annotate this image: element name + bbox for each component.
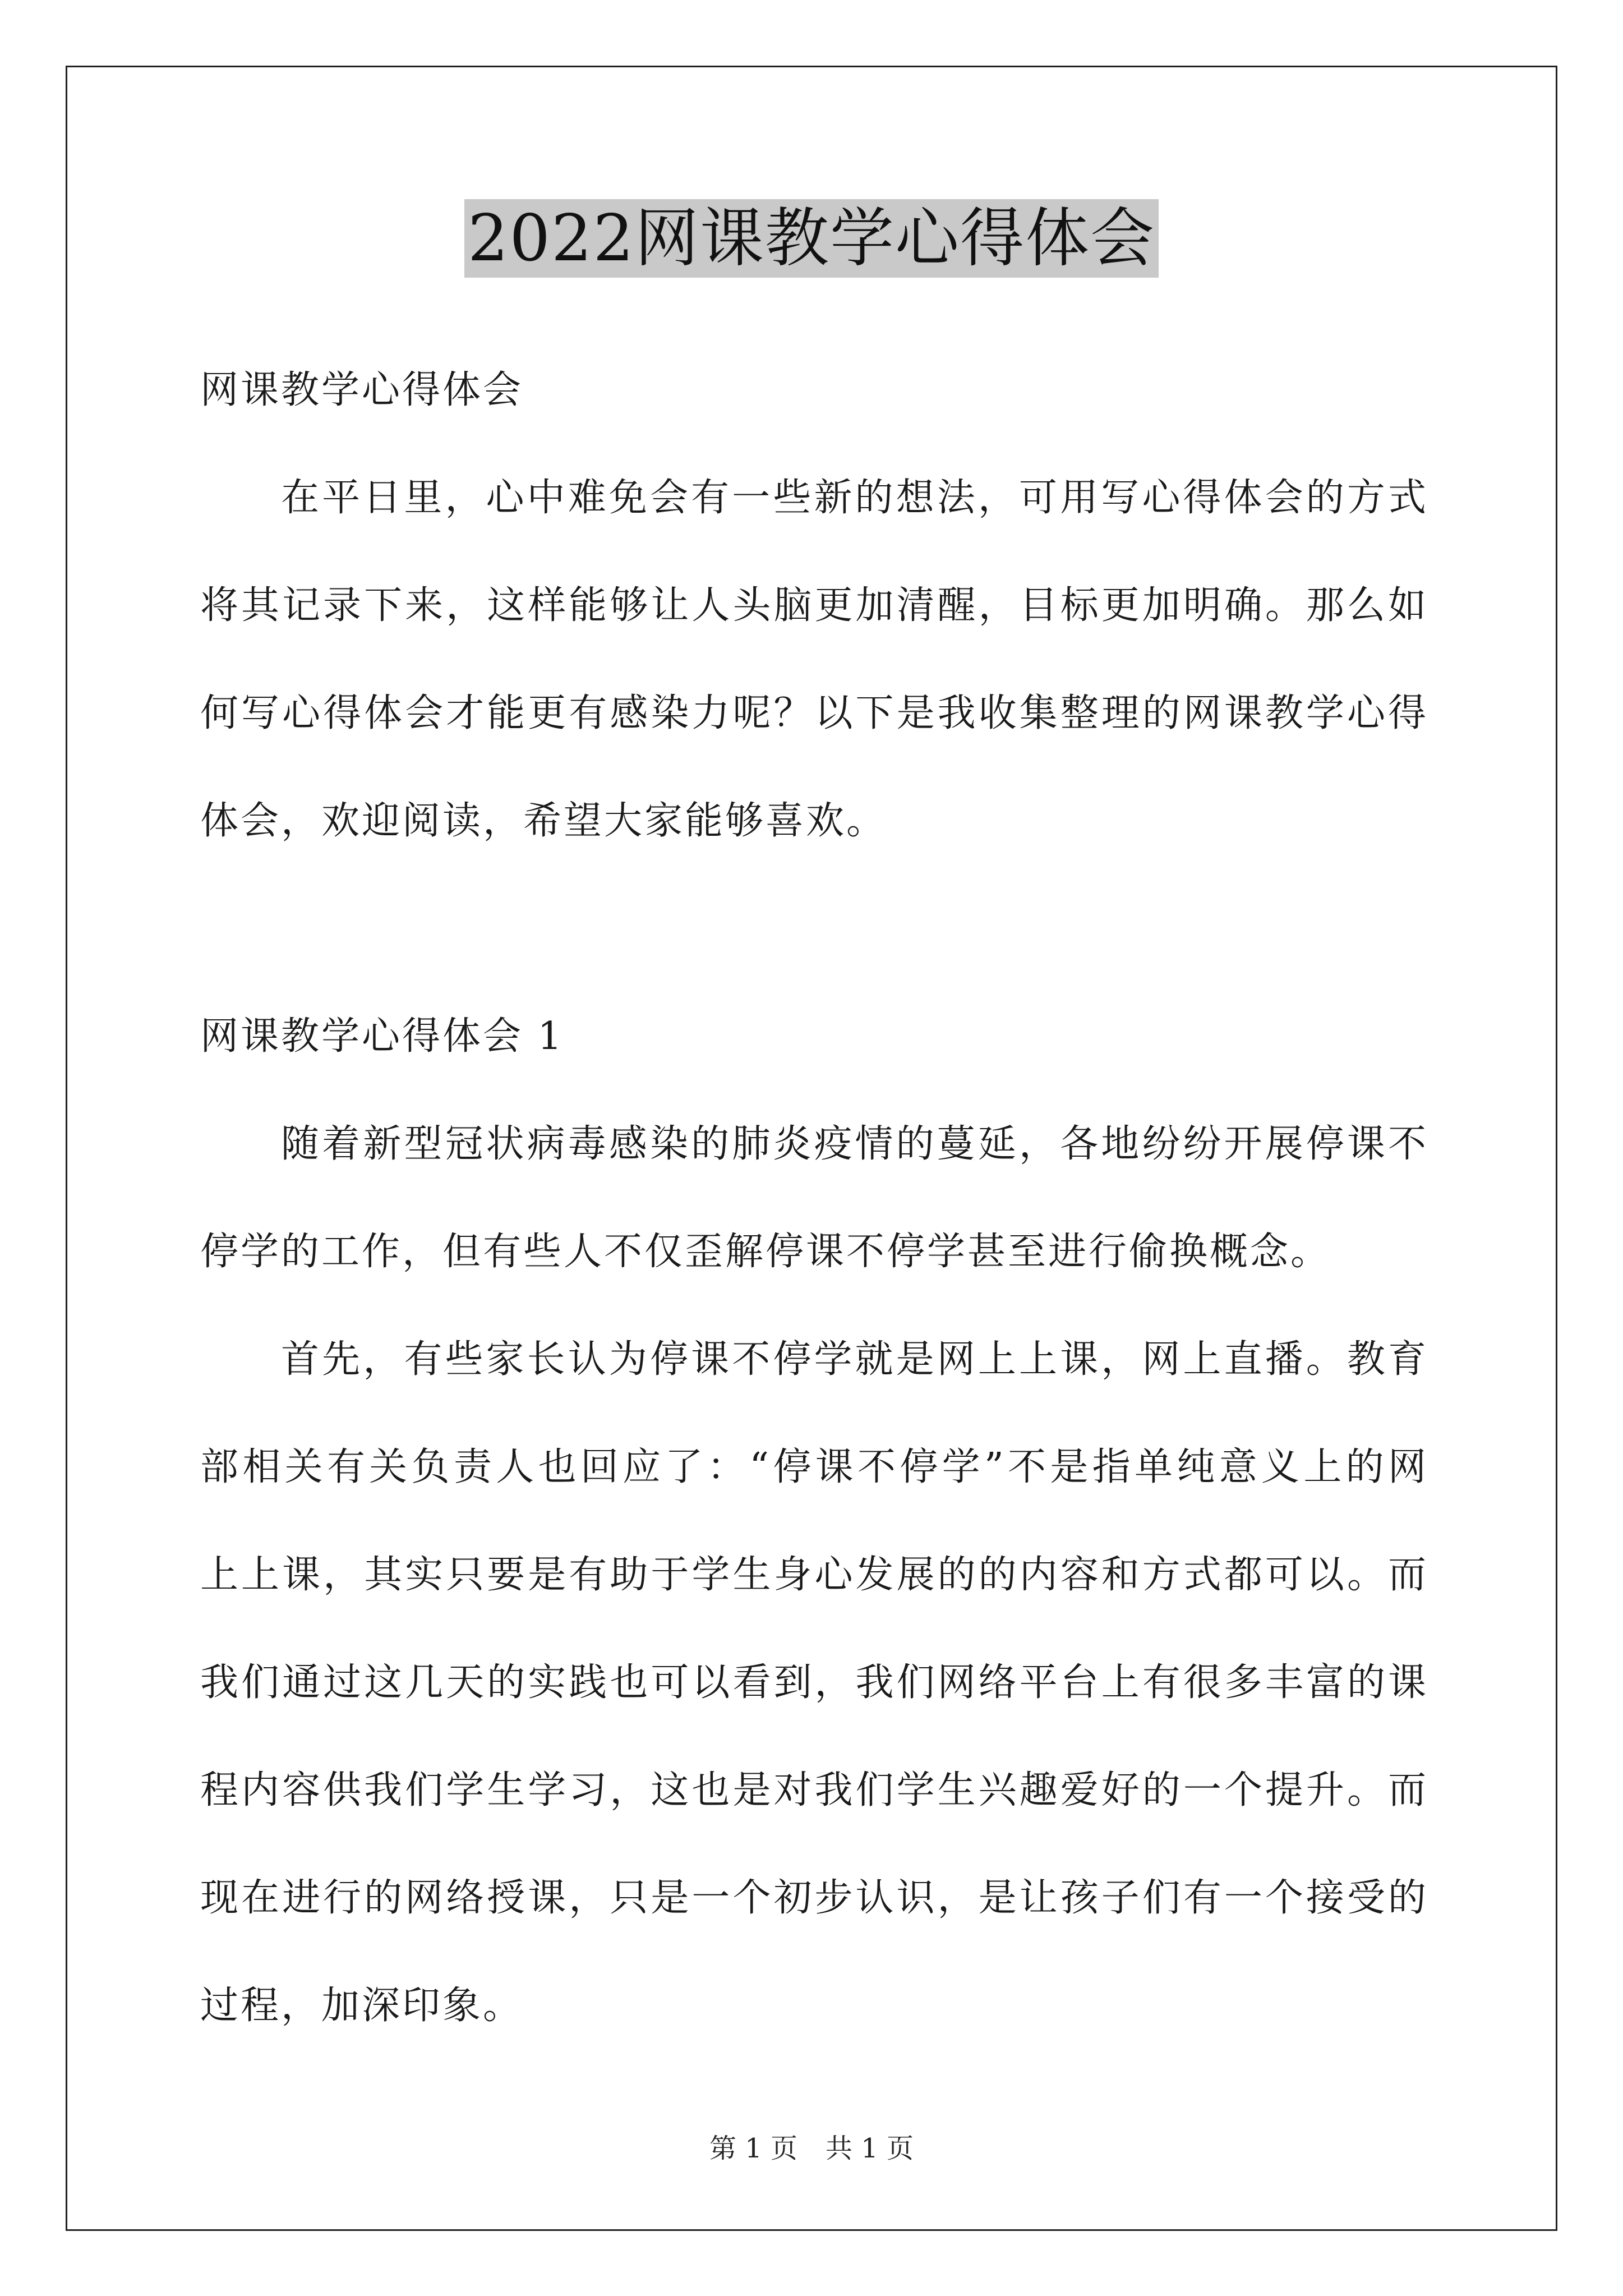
paragraph-line: 体会，欢迎阅读，希望大家能够喜欢。	[200, 799, 887, 843]
document-title: 2022网课教学心得体会	[464, 199, 1159, 278]
title-container	[0, 199, 1623, 278]
paragraph-line: 在平日里，心中难免会有一些新的想法，可用写心得体会的方式	[281, 476, 1428, 520]
page-total: 共 1 页	[826, 2133, 914, 2164]
section-heading: 网课教学心得体会 1	[200, 1014, 564, 1059]
paragraph-line: 何写心得体会才能更有感染力呢？以下是我收集整理的网课教学心得	[200, 691, 1428, 735]
paragraph-line: 随着新型冠状病毒感染的肺炎疫情的蔓延，各地纷纷开展停课不	[281, 1122, 1428, 1166]
paragraph-line: 现在进行的网络授课，只是一个初步认识，是让孩子们有一个接受的	[200, 1876, 1428, 1920]
intro-heading: 网课教学心得体会	[200, 368, 524, 412]
paragraph-line: 上上课，其实只要是有助于学生身心发展的的内容和方式都可以。而	[200, 1553, 1428, 1597]
section1-paragraph-2	[200, 1306, 1428, 2060]
document-body	[200, 337, 1428, 2060]
intro-paragraph	[200, 444, 1428, 875]
paragraph-line: 停学的工作，但有些人不仅歪解停课不停学甚至进行偷换概念。	[200, 1230, 1331, 1274]
paragraph-line: 我们通过这几天的实践也可以看到，我们网络平台上有很多丰富的课	[200, 1660, 1428, 1705]
page-number: 第 1 页	[709, 2133, 797, 2164]
paragraph-line: 首先，有些家长认为停课不停学就是网上上课，网上直播。教育	[281, 1337, 1428, 1382]
paragraph-line: 过程，加深印象。	[200, 1984, 524, 2028]
section1-paragraph-1	[200, 1091, 1428, 1306]
blank-line	[200, 875, 1428, 983]
paragraph-line: 将其记录下来，这样能够让人头脑更加清醒，目标更加明确。那么如	[200, 583, 1428, 628]
paragraph-line: 程内容供我们学生学习，这也是对我们学生兴趣爱好的一个提升。而	[200, 1768, 1428, 1812]
paragraph-line: 部相关有关负责人也回应了：“停课不停学”不是指单纯意义上的网	[200, 1445, 1428, 1489]
page-footer	[0, 2132, 1623, 2165]
